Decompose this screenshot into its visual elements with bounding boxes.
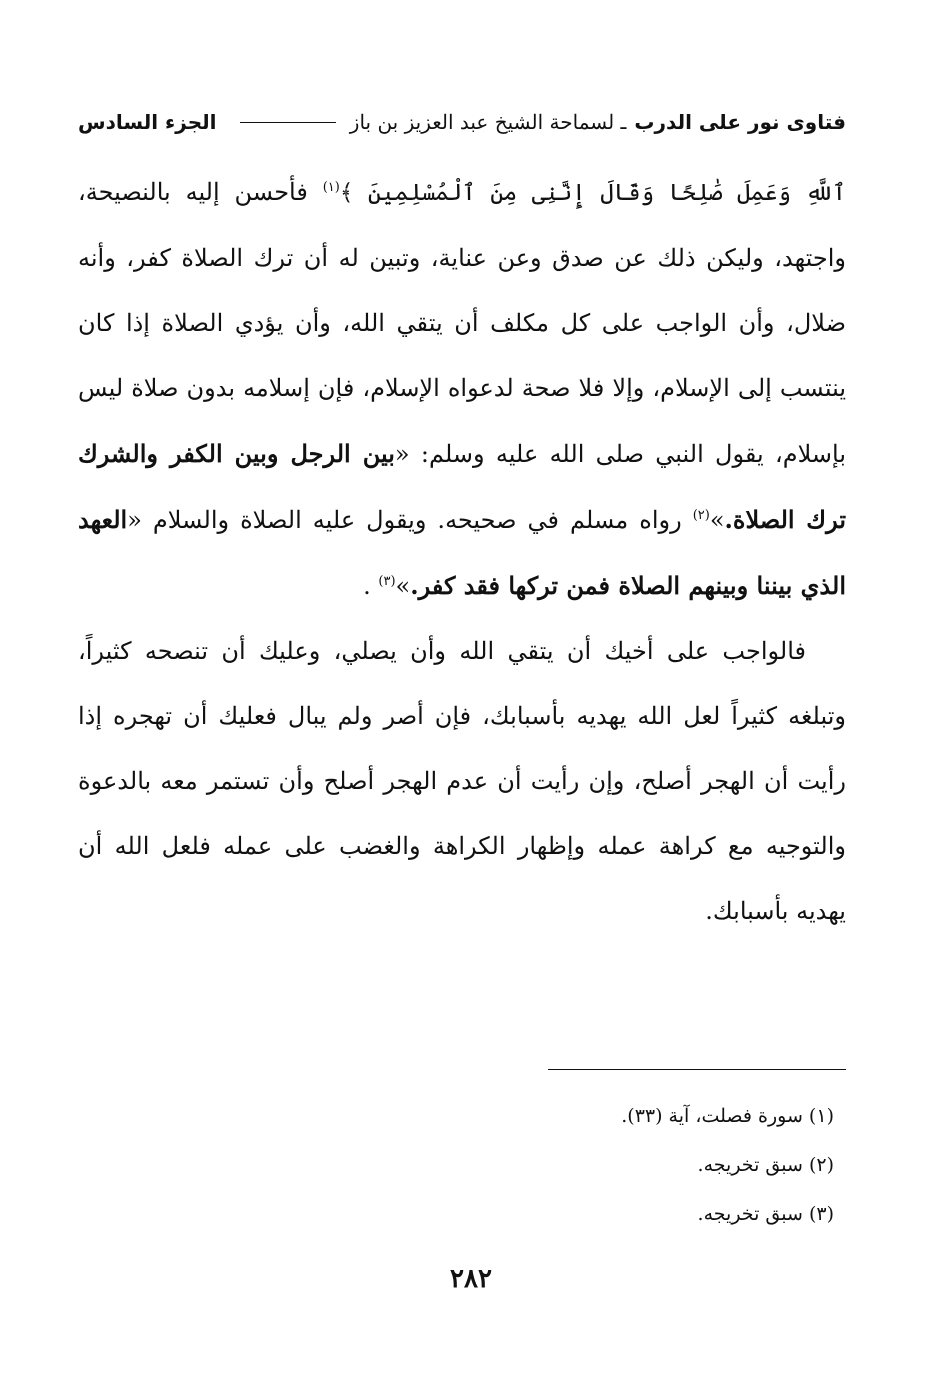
paragraph-1-text-d: » [395,572,411,600]
author-name: ـ لسماحة الشيخ عبد العزيز بن باز [349,110,627,134]
footnote-separator [548,1069,846,1070]
part-label: الجزء السادس [78,110,217,134]
footnotes [621,1092,834,1239]
header-title-group [234,110,846,134]
footnote-ref-2: (٢) [692,508,710,523]
footnote-ref-1: (١) [322,180,340,195]
hadith-quote-2: العهد الذي بيننا وبينهم الصلاة فمن تركها فقد كفر. [78,505,846,600]
quran-verse: ٱللَّهِ وَعَمِلَ صَٰلِحًا وَقَالَ إِنَّنِى مِنَ ٱلْمُسْلِمِينَ ﴾ [339,180,846,206]
header-rule [240,122,336,123]
paragraph-2: فالواجب على أخيك أن يتقي الله وأن يصلي، وعليك أن تنصحه كثيراً، وتبلغه كثيراً لعل الله يهديه بأسبابك، فإن أصر ولم يبال فعليك أن تهجره إذا رأيت أن الهجر أصلح، وإن رأيت أن عدم الهجر أصلح وأن تستمر معه بالدعوة والتوجيه مع كراهة عمله وإظهار الكراهة والغضب على عمله فلعل الله أن يهديه بأسبابك. [78,637,846,925]
paragraph-1 [78,160,846,619]
paragraph-1-text-b: » [709,506,725,534]
page-number: ٢٨٢ [450,1264,492,1294]
hadith-quote-1: بين الرجل وبين الكفر والشرك ترك الصلاة. [78,439,847,534]
footnote-ref-3: (٣) [378,574,396,589]
footnote-2: (٢) سبق تخريجه. [697,1154,834,1176]
paragraph-1-text-a: فأحسن إليه بالنصيحة، واجتهد، وليكن ذلك عن صدق وعن عناية، وتبين له أن ترك الصلاة كفر، وأنه ضلال، وأن الواجب على كل مكلف أن يتقي الله، وأن يؤدي الصلاة إذا كان ينتسب إلى الإسلام، وإلا فلا صحة لدعواه الإسلام، فإن إسلامه بدون صلاة ليس بإسلام، يقول النبي صلى الله عليه وسلم: « [78,178,847,468]
paragraph-1-text-e: . [363,572,379,600]
running-header [78,104,846,140]
main-text [78,160,846,944]
footnote-3: (٣) سبق تخريجه. [697,1203,834,1225]
footnote-1: (١) سورة فصلت، آية (٣٣). [621,1105,834,1127]
paragraph-1-text-c: رواه مسلم في صحيحه. ويقول عليه الصلاة والسلام « [127,506,693,534]
book-title: فتاوى نور على الدرب [634,110,846,134]
